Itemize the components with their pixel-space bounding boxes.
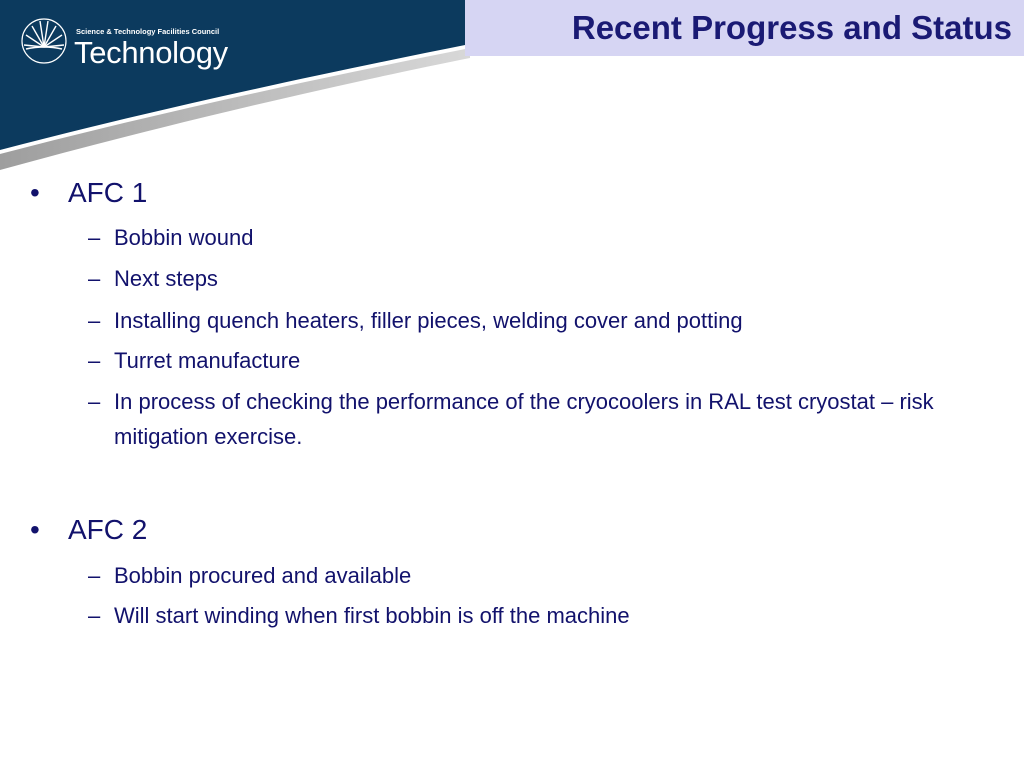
banner-background [0,0,470,150]
dash-marker: – [88,308,101,333]
dash-marker: – [88,389,101,414]
list-item-text: Bobbin procured and available [114,563,412,588]
dash-marker: – [88,563,101,588]
bullet-marker: • [30,514,40,545]
list-item-text: Installing quench heaters, filler pieces, welding cover and potting [114,308,743,333]
list-item-text: Turret manufacture [114,348,301,373]
list-item-text: Bobbin wound [114,225,254,250]
dash-marker: – [88,225,101,250]
section-heading-afc-1 [0,176,1024,210]
list-item-text: Next steps [114,266,218,291]
page-title: Recent Progress and Status [571,9,1012,46]
dash-marker: – [88,348,101,373]
dash-marker: – [88,266,101,291]
sunburst-icon [20,17,68,65]
bullet-marker: • [30,177,40,208]
list-item-text: Will start winding when first bobbin is off the machine [114,603,630,628]
list-item-text: In process of checking the performance of the cryocoolers in RAL test cryostat – risk mitigation exercise. [114,389,934,449]
logo-wordmark: Technology [74,35,228,70]
section-heading-text: AFC 1 [68,177,148,208]
dash-marker: – [88,603,101,628]
section-heading-afc-2 [0,513,1024,547]
section-heading-text: AFC 2 [68,514,148,545]
logo-council-name: Science & Technology Facilities Council [76,27,220,36]
title-box [465,0,1024,56]
